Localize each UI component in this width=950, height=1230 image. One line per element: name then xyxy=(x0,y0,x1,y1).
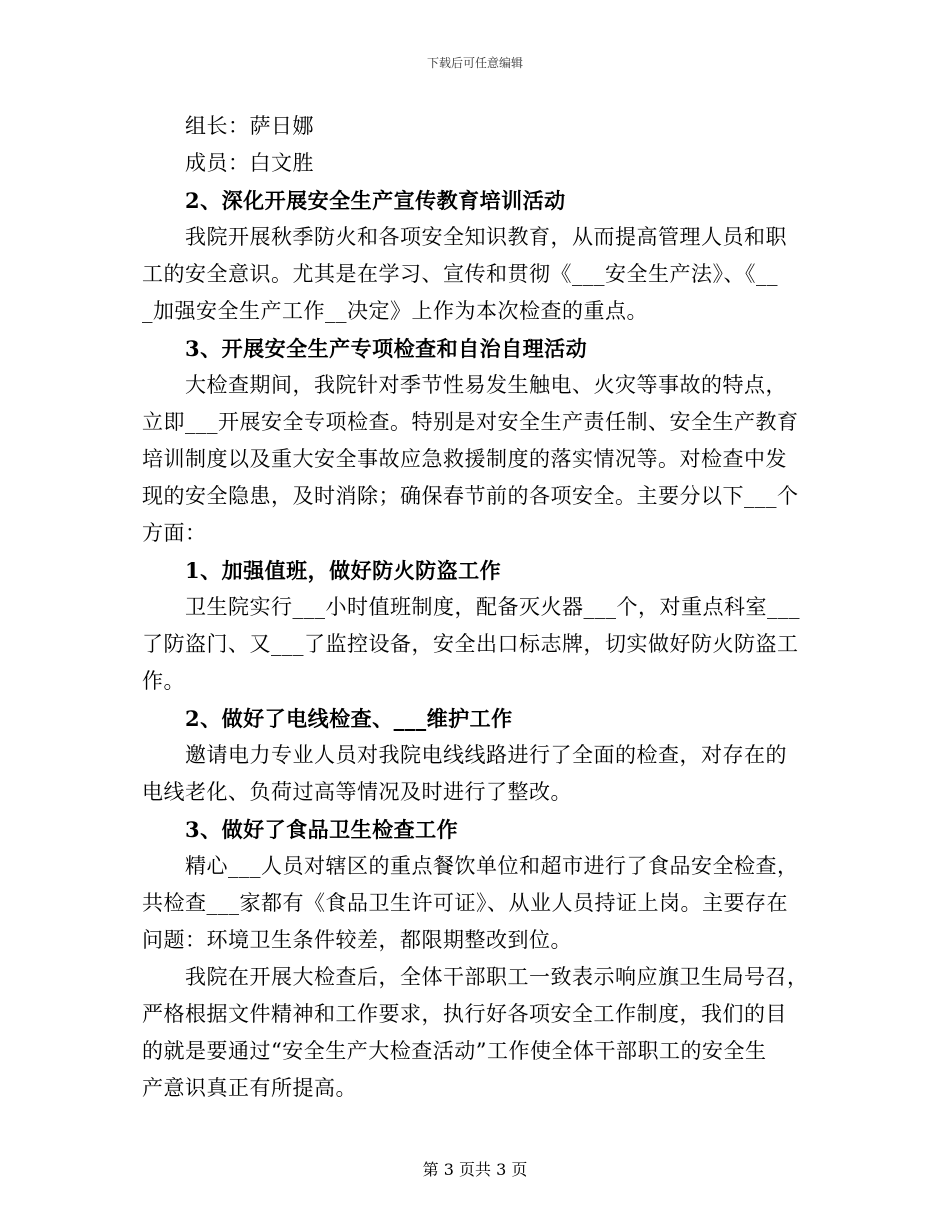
text-line: 工的安全意识。尤其是在学习、宣传和贯彻《___安全生产法》、《__ xyxy=(142,262,778,286)
text-line: 方面： xyxy=(142,521,207,545)
section-heading: 2、深化开展安全生产宣传教育培训活动 xyxy=(185,188,566,213)
text-line: 精心___人员对辖区的重点餐饮单位和超市进行了食品安全检查， xyxy=(185,854,799,878)
page-header: 下载后可任意编辑 xyxy=(426,56,523,70)
text-line: _加强安全生产工作__决定》上作为本次检查的重点。 xyxy=(142,299,648,323)
section-heading: 2、做好了电线检查、___维护工作 xyxy=(185,706,513,731)
text-line: 了防盗门、又___了监控设备，安全出口标志牌，切实做好防火防盗工 xyxy=(142,632,799,656)
text-line: 我院开展秋季防火和各项安全知识教育，从而提高管理人员和职 xyxy=(185,225,787,249)
text-line: 现的安全隐患，及时消除；确保春节前的各项安全。主要分以下___个 xyxy=(142,484,799,508)
section-heading: 3、开展安全生产专项检查和自治自理活动 xyxy=(185,336,588,361)
page-footer: 第 3 页共 3 页 xyxy=(422,1160,528,1179)
text-line: 严格根据文件精神和工作要求，执行好各项安全工作制度，我们的目 xyxy=(142,1002,787,1026)
text-line: 的就是要通过“安全生产大检查活动”工作使全体干部职工的安全生 xyxy=(142,1039,767,1063)
section-heading: 3、做好了食品卫生检查工作 xyxy=(185,817,459,842)
text-line: 培训制度以及重大安全事故应急救援制度的落实情况等。对检查中发 xyxy=(142,447,787,471)
section-heading: 1、加强值班，做好防火防盗工作 xyxy=(185,558,502,583)
text-line: 问题：环境卫生条件较差，都限期整改到位。 xyxy=(142,928,572,952)
text-line: 电线老化、负荷过高等情况及时进行了整改。 xyxy=(142,780,572,804)
text-line: 我院在开展大检查后，全体干部职工一致表示响应旗卫生局号召， xyxy=(185,965,809,989)
text-line: 大检查期间，我院针对季节性易发生触电、火灾等事故的特点， xyxy=(185,373,787,397)
text-line: 卫生院实行___小时值班制度，配备灭火器___个，对重点科室___ xyxy=(185,595,800,619)
text-line: 邀请电力专业人员对我院电线线路进行了全面的检查，对存在的 xyxy=(185,743,787,767)
text-line: 立即___开展安全专项检查。特别是对安全生产责任制、安全生产教育 xyxy=(142,410,799,434)
text-line: 作。 xyxy=(142,669,185,693)
text-line: 成员：白文胜 xyxy=(185,151,314,175)
document-body xyxy=(142,108,812,1107)
text-line: 共检查___家都有《食品卫生许可证》、从业人员持证上岗。主要存在 xyxy=(142,891,788,915)
text-line: 产意识真正有所提高。 xyxy=(142,1076,357,1100)
text-line: 组长：萨日娜 xyxy=(185,114,314,138)
